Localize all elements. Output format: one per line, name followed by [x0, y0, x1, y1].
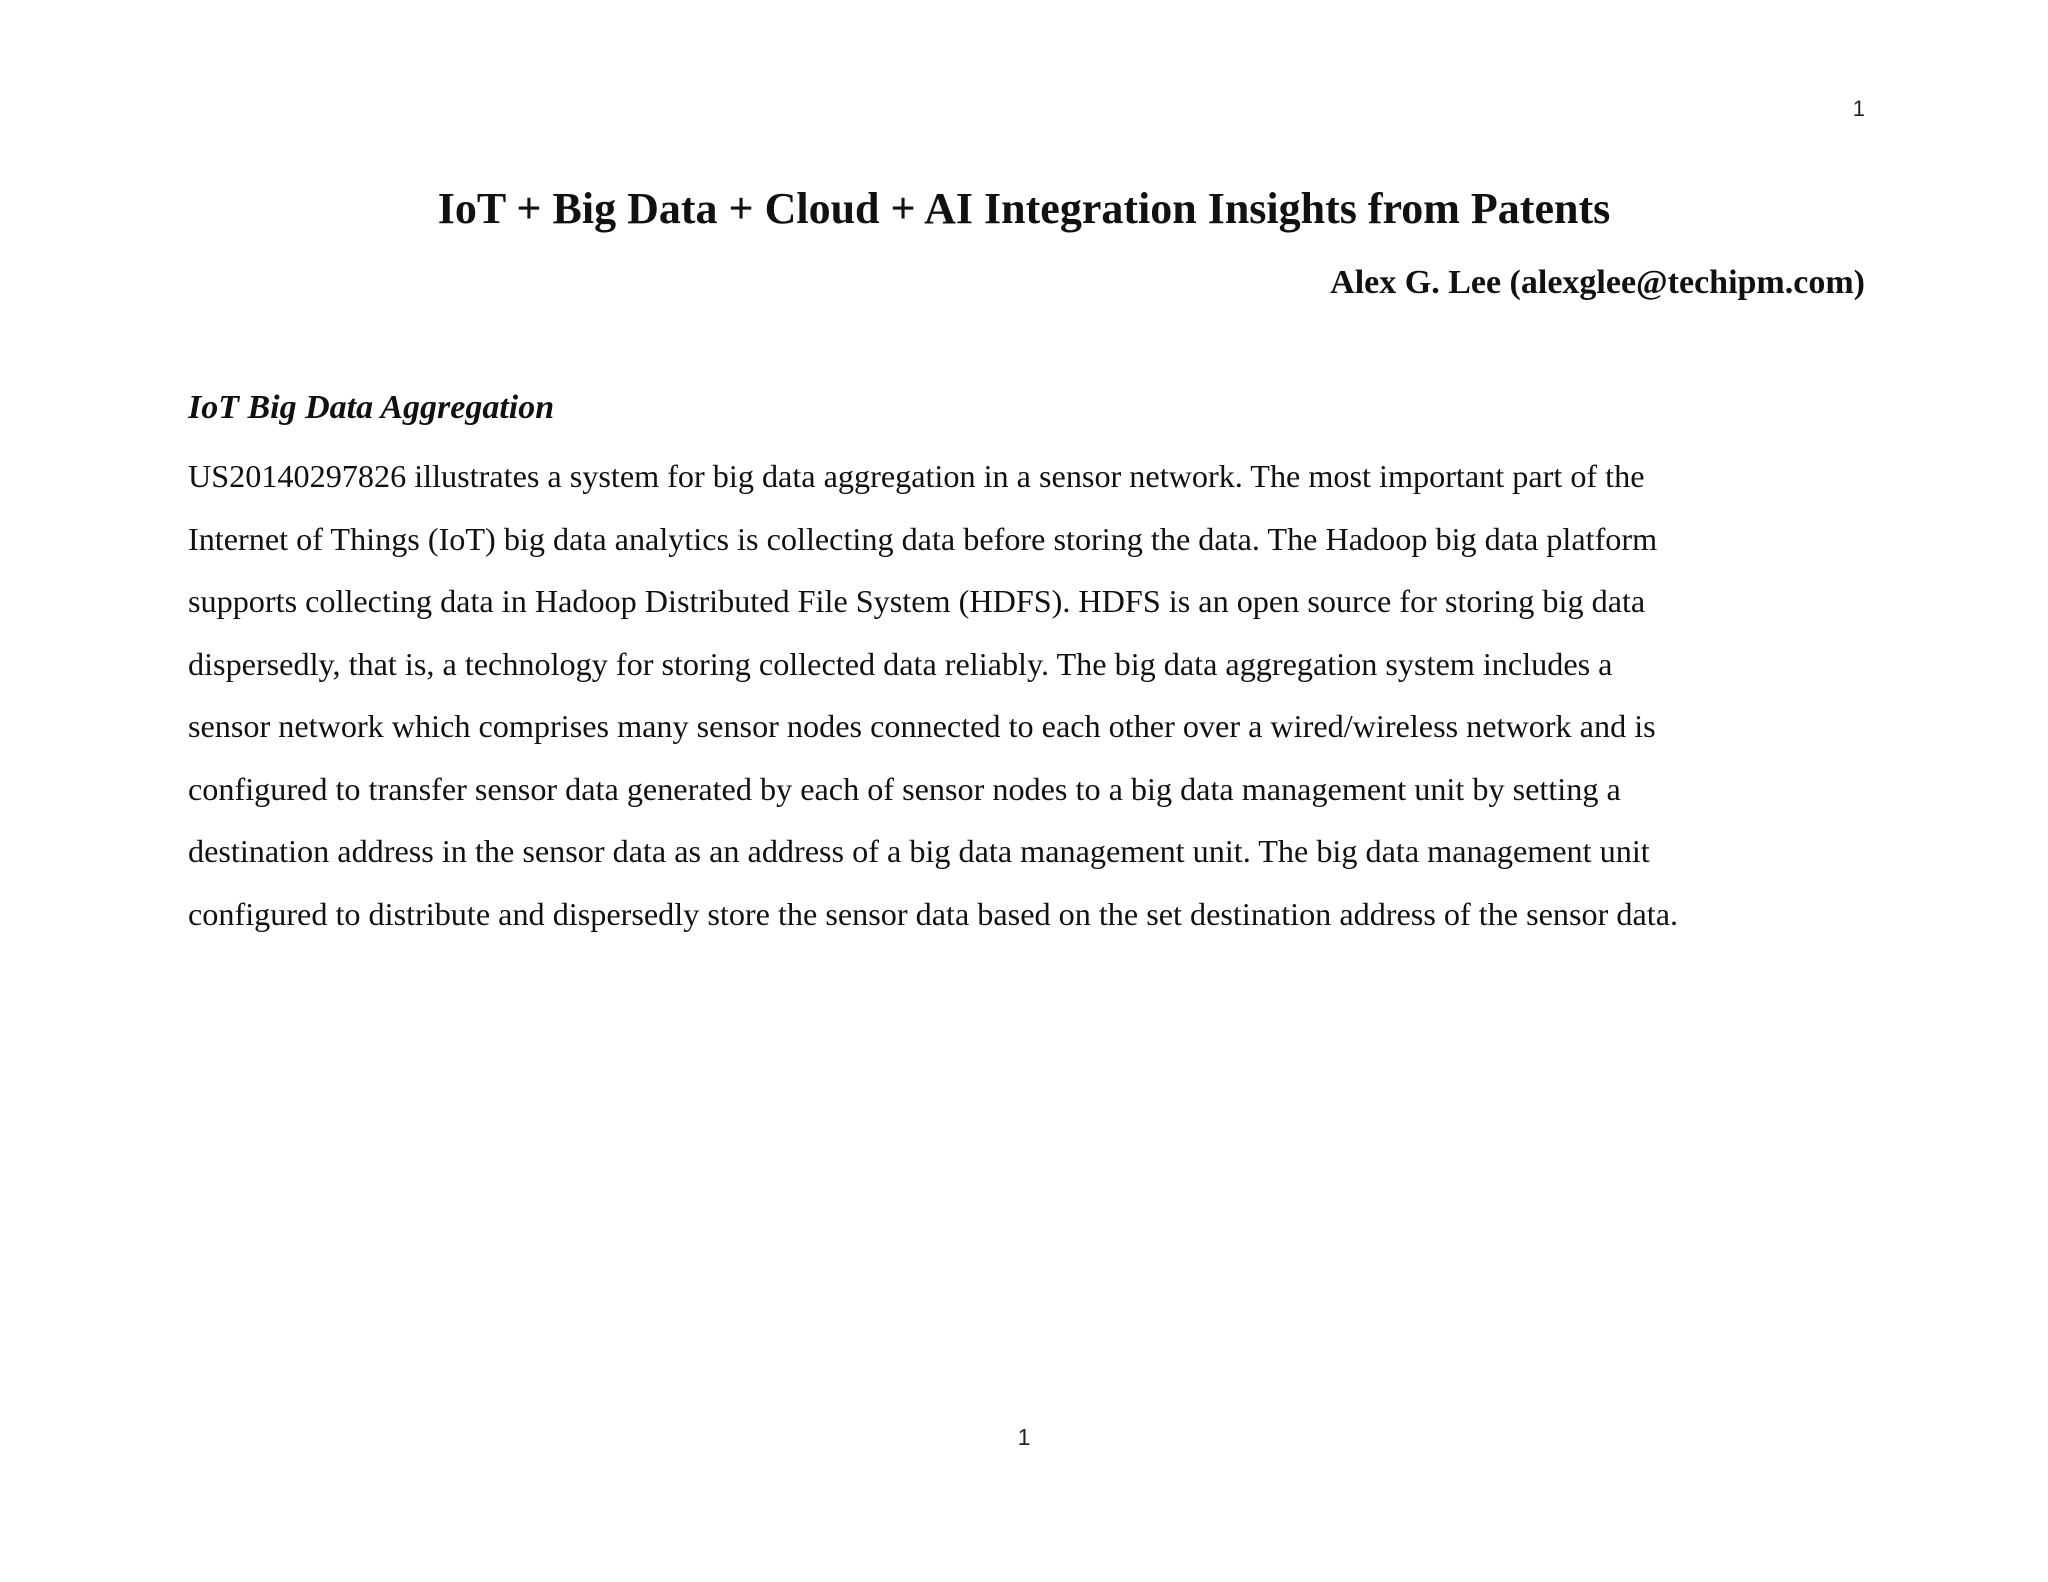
author-line: Alex G. Lee (alexglee@techipm.com): [1330, 264, 1865, 301]
body-line-5: sensor network which comprises many sensor nodes connected to each other over a wired/wireless network and is: [188, 708, 1656, 744]
footer-page-number: 1: [1017, 1424, 1031, 1450]
body-line-4: dispersedly, that is, a technology for storing collected data reliably. The big data aggregation system includes a: [188, 645, 1613, 682]
body-line-8: configured to distribute and dispersedly store the sensor data based on the set destination address of the sensor data.: [188, 895, 1679, 932]
header-page-number: 1: [1852, 96, 1865, 121]
document-title: IoT + Big Data + Cloud + AI Integration Insights from Patents: [437, 184, 1611, 233]
body-line-2: Internet of Things (IoT) big data analytics is collecting data before storing the data. The Hadoop big data platform: [188, 520, 1658, 557]
body-line-3: supports collecting data in Hadoop Distributed File System (HDFS). HDFS is an open source for storing big data: [188, 583, 1646, 619]
body-line-7: destination address in the sensor data as an address of a big data management unit. The big data management unit: [188, 833, 1650, 869]
body-line-6: configured to transfer sensor data generated by each of sensor nodes to a big data management unit by setting a: [188, 770, 1621, 807]
body-paragraph: [188, 445, 1888, 945]
body-line-1: US20140297826 illustrates a system for big data aggregation in a sensor network. The most important part of the: [188, 458, 1645, 494]
section-heading: IoT Big Data Aggregation: [188, 389, 555, 426]
